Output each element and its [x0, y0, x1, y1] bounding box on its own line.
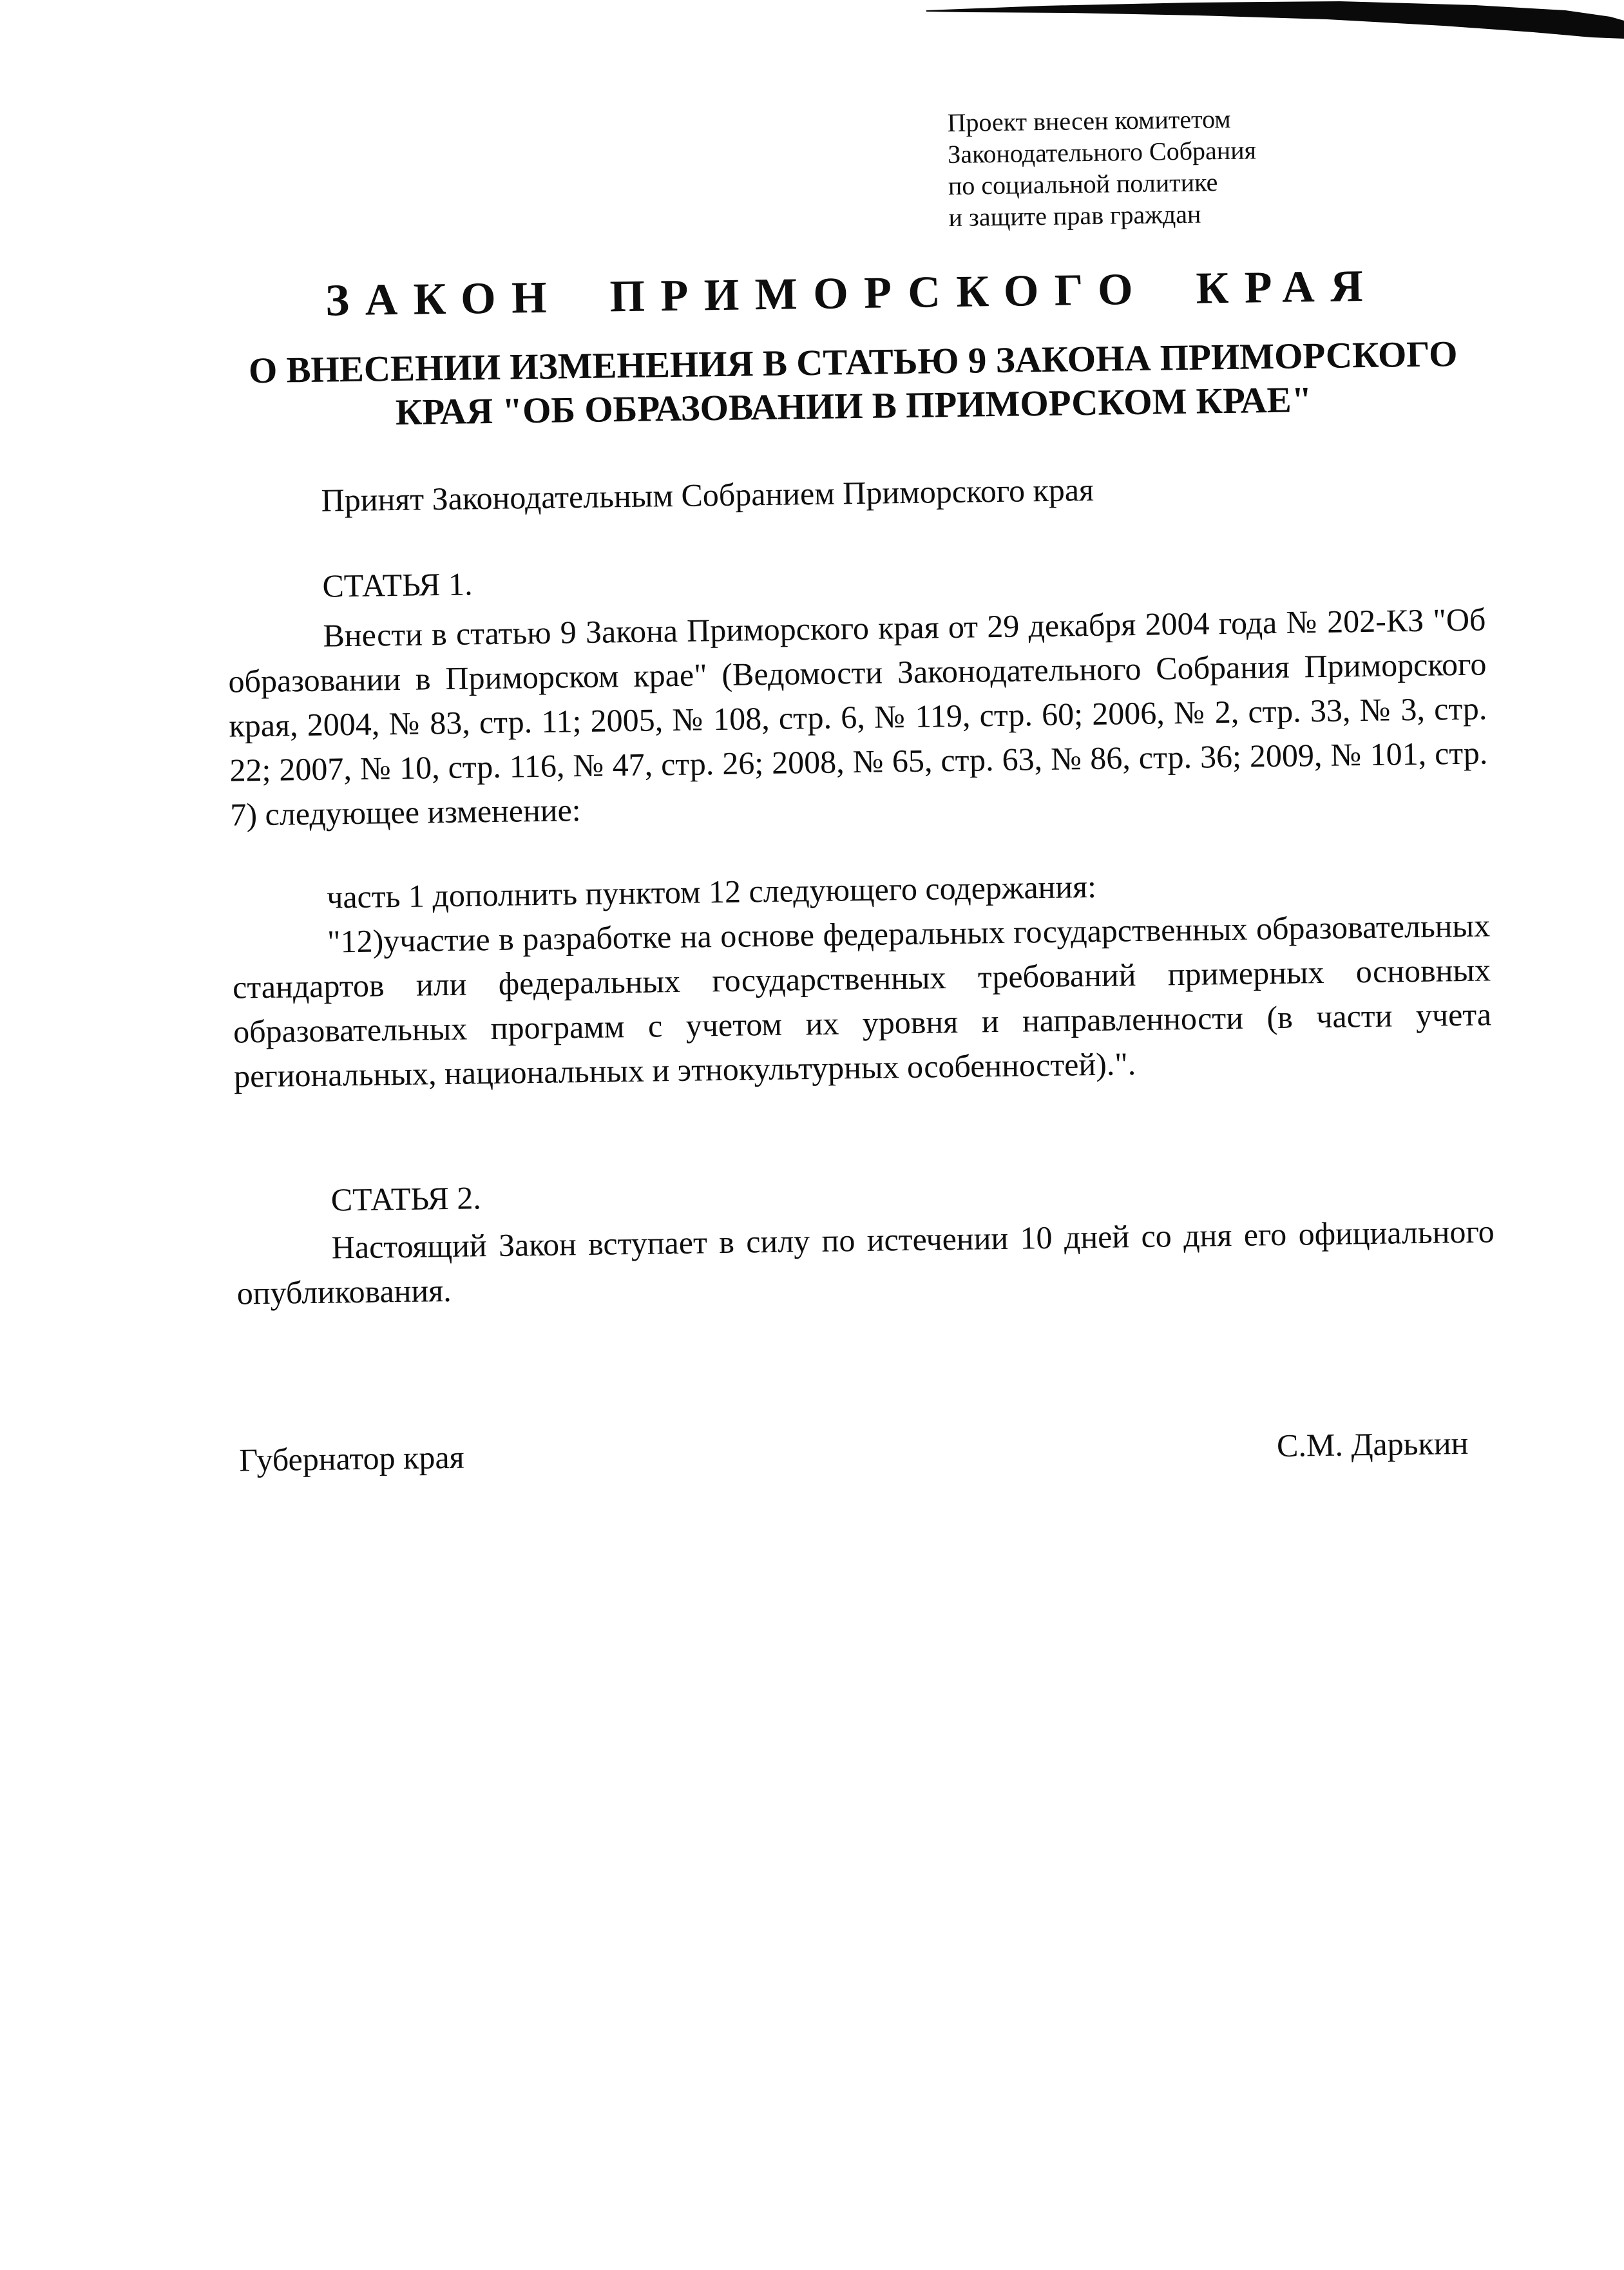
- signature-row: [239, 1420, 1498, 1482]
- submission-note: [947, 102, 1257, 233]
- article-2-heading: СТАТЬЯ 2.: [330, 1179, 482, 1218]
- law-subtitle: [224, 332, 1483, 437]
- law-title: ЗАКОН ПРИМОРСКОГО КРАЯ: [325, 261, 1379, 326]
- submission-note-line: Проект внесен комитетом: [947, 104, 1231, 138]
- signature-title: Губернатор края: [239, 1438, 464, 1478]
- article-2-paragraph-1: Настоящий Закон вступает в силу по истечении 10 дней со дня его официального опубликования.: [236, 1213, 1495, 1311]
- article-1-paragraph-1: Внести в статью 9 Закона Приморского края от 29 декабря 2004 года № 202-КЗ "Об образовании в Приморском крае" (Ведомости Законодательного Собрания Приморского края, 2004, № 83, стр. 11; 2005, № 108, стр. 6, № 119, стр. 60; 2006, № 2, стр. 33, № 3, стр. 22; 2007, № 10, стр. 116, № 47, стр. 26; 2008, № 65, стр. 63, № 86, стр. 36; 2009, № 101, стр. 7) следующее изменение:: [228, 601, 1488, 833]
- article-1-paragraph-3: "12)участие в разработке на основе федеральных государственных образовательных стандартов или федеральных государственных требований примерных основных образовательных программ с учетом их уровня и направленности (в части учета региональных, национальных и этнокультурных особенностей).".: [232, 907, 1492, 1094]
- article-1-paragraph-2: часть 1 дополнить пунктом 12 следующего содержания:: [326, 868, 1097, 915]
- submission-note-line: Законодательного Собрания: [947, 135, 1257, 169]
- submission-note-line: по социальной политике: [948, 167, 1218, 201]
- law-subtitle-line: КРАЯ "ОБ ОБРАЗОВАНИИ В ПРИМОРСКОМ КРАЕ": [395, 379, 1312, 434]
- law-subtitle-line: О ВНЕСЕНИИ ИЗМЕНЕНИЯ В СТАТЬЮ 9 ЗАКОНА ПРИМОРСКОГО: [248, 334, 1458, 392]
- adopted-line: Принят Законодательным Собранием Приморского края: [321, 471, 1094, 519]
- submission-note-line: и защите прав граждан: [948, 199, 1201, 233]
- signature-name: С.М. Дарькин: [1276, 1424, 1469, 1464]
- document-content: [219, 0, 1509, 2270]
- article-1-heading: СТАТЬЯ 1.: [322, 566, 473, 604]
